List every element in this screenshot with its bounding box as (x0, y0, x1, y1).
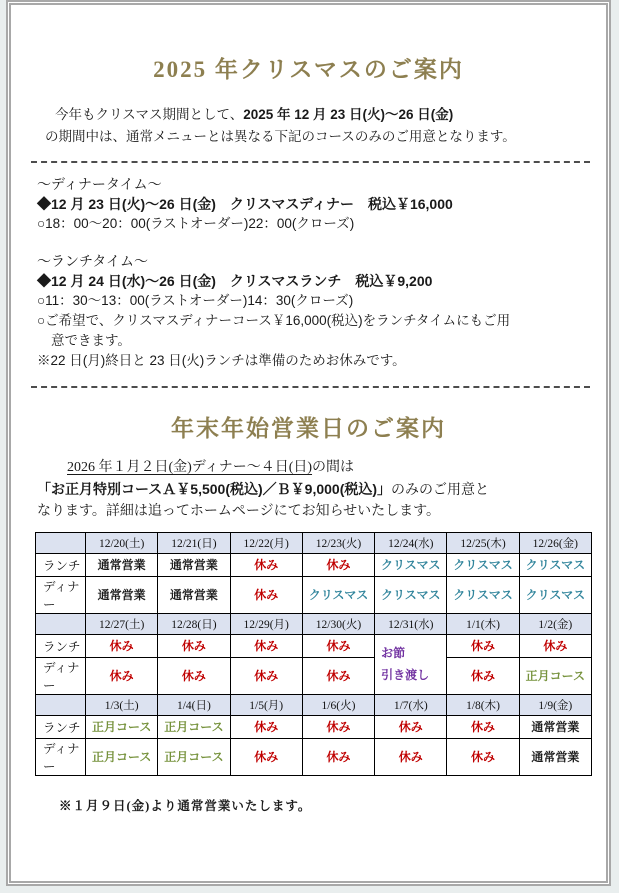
schedule-cell: 休み (447, 657, 519, 694)
dashed-divider-top (31, 161, 590, 163)
schedule-cell: 休み (158, 634, 230, 657)
intro-text: 今年もクリスマス期間として、 (55, 107, 244, 122)
schedule-date-cell: 12/21(日) (158, 532, 230, 553)
schedule-cell: 休み (375, 738, 447, 775)
christmas-intro-line1 (45, 104, 580, 126)
schedule-cell: 休み (86, 634, 158, 657)
schedule-cell: 休み (230, 576, 302, 613)
schedule-cell: 通常営業 (519, 715, 591, 738)
schedule-dinner-row (36, 576, 592, 613)
merged-cell-line: お節 (381, 646, 406, 660)
row-label-lunch: ランチ (36, 715, 86, 738)
schedule-date-cell: 1/5(月) (230, 694, 302, 715)
schedule-dinner-row (36, 657, 592, 694)
schedule-cell: 休み (302, 657, 374, 694)
schedule-cell: 休み (519, 634, 591, 657)
dinner-hours: ○18：00～20：00(ラストオーダー)22：00(クローズ) (37, 216, 355, 231)
schedule-cell: 通常営業 (86, 576, 158, 613)
schedule-cell: 正月コース (519, 657, 591, 694)
schedule-cell: 休み (302, 553, 374, 576)
schedule-cell: 休み (230, 738, 302, 775)
schedule-cell: クリスマス (302, 576, 374, 613)
schedule-cell: 休み (230, 657, 302, 694)
schedule-cell: 正月コース (86, 738, 158, 775)
schedule-date-cell: 1/6(火) (302, 694, 374, 715)
schedule-cell: 休み (302, 715, 374, 738)
newyear-intro-line2 (37, 479, 580, 502)
schedule-date-cell: 12/29(月) (230, 613, 302, 634)
row-label-dinner: ディナー (36, 576, 86, 613)
schedule-cell: 通常営業 (86, 553, 158, 576)
schedule-date-row (36, 613, 592, 634)
lunch-closed-note: ※22 日(月)終日と 23 日(火)ランチは準備のためお休みです。 (37, 353, 406, 368)
schedule-lunch-row (36, 715, 592, 738)
lunch-detail: ◆12 月 24 日(水)～26 日(金) クリスマスランチ 税込￥9,200 (37, 273, 433, 289)
schedule-date-cell: 1/8(木) (447, 694, 519, 715)
schedule-cell: クリスマス (447, 553, 519, 576)
schedule-date-cell: 1/1(木) (447, 613, 519, 634)
row-label-lunch: ランチ (36, 553, 86, 576)
row-label-dinner: ディナー (36, 738, 86, 775)
newyear-footnote: ※１月９日(金)より通常営業いたします。 (59, 798, 312, 813)
schedule-date-cell: 12/24(水) (375, 532, 447, 553)
schedule-cell: 正月コース (158, 738, 230, 775)
newyear-intro-line3: なります。詳細は追ってホームページにてお知らせいたします。 (37, 504, 441, 519)
schedule-date-cell: 12/23(火) (302, 532, 374, 553)
schedule-lunch-row (36, 553, 592, 576)
schedule-corner-cell (36, 613, 86, 634)
intro-tail: の間は (312, 460, 355, 475)
schedule-cell: 休み (447, 738, 519, 775)
schedule-cell: クリスマス (519, 576, 591, 613)
schedule-cell: 休み (447, 634, 519, 657)
christmas-period-dates: 2025 年 12 月 23 日(火)～26 日(金) (243, 107, 454, 122)
schedule-date-cell: 12/26(金) (519, 532, 591, 553)
dinner-detail: ◆12 月 23 日(火)～26 日(金) クリスマスディナー 税込￥16,000 (37, 196, 453, 212)
newyear-course-prices: 「お正月特別コースＡ￥5,500(税込)／Ｂ￥9,000(税込)」 (37, 480, 392, 497)
lunch-note-line1: ○ご希望で、クリスマスディナーコース￥16,000(税込)をランチタイムにもご用 (37, 313, 511, 328)
schedule-cell: 休み (230, 553, 302, 576)
schedule-date-cell: 12/25(木) (447, 532, 519, 553)
schedule-date-row (36, 694, 592, 715)
schedule-date-cell: 12/20(土) (86, 532, 158, 553)
document-page (6, 0, 611, 886)
schedule-date-cell: 12/30(火) (302, 613, 374, 634)
schedule-cell: 正月コース (158, 715, 230, 738)
schedule-table-body (36, 532, 592, 775)
row-label-lunch: ランチ (36, 634, 86, 657)
christmas-title: 2025 年クリスマスのご案内 (153, 57, 464, 82)
schedule-date-cell: 1/9(金) (519, 694, 591, 715)
schedule-cell: 休み (230, 634, 302, 657)
dinner-heading: ～ディナータイム～ (37, 176, 162, 192)
newyear-intro (37, 457, 580, 523)
schedule-date-cell: 1/2(金) (519, 613, 591, 634)
schedule-cell: 休み (375, 715, 447, 738)
schedule-table (35, 532, 592, 776)
schedule-cell: 休み (447, 715, 519, 738)
schedule-cell: 休み (302, 738, 374, 775)
schedule-date-cell: 12/27(土) (86, 613, 158, 634)
schedule-date-row (36, 532, 592, 553)
schedule-date-cell: 1/4(日) (158, 694, 230, 715)
newyear-period-dates: 2026 年１月２日(金)ディナー～４日(日) (67, 460, 313, 475)
schedule-cell: クリスマス (375, 576, 447, 613)
schedule-corner-cell (36, 694, 86, 715)
schedule-cell: 休み (230, 715, 302, 738)
schedule-cell: 休み (86, 657, 158, 694)
newyear-intro-line1 (37, 457, 580, 479)
schedule-cell: 通常営業 (158, 553, 230, 576)
christmas-intro (45, 104, 580, 148)
schedule-cell: 通常営業 (158, 576, 230, 613)
schedule-cell: 休み (302, 634, 374, 657)
schedule-lunch-row (36, 634, 592, 657)
schedule-cell: クリスマス (447, 576, 519, 613)
schedule-date-cell: 12/28(日) (158, 613, 230, 634)
dashed-divider-bottom (31, 386, 590, 388)
lunch-section (37, 251, 580, 371)
schedule-cell: クリスマス (375, 553, 447, 576)
schedule-cell-merged (375, 634, 447, 694)
schedule-date-cell: 1/7(水) (375, 694, 447, 715)
schedule-corner-cell (36, 532, 86, 553)
dinner-section (37, 174, 580, 234)
newyear-title: 年末年始営業日のご案内 (171, 416, 446, 441)
schedule-cell: 通常営業 (519, 738, 591, 775)
schedule-cell: 休み (158, 657, 230, 694)
intro-rest: のみのご用意と (391, 482, 490, 498)
schedule-date-cell: 1/3(土) (86, 694, 158, 715)
schedule-date-cell: 12/22(月) (230, 532, 302, 553)
schedule-date-cell: 12/31(水) (375, 613, 447, 634)
lunch-hours: ○11：30～13：00(ラストオーダー)14：30(クローズ) (37, 293, 354, 308)
page-bottom-edge (0, 886, 619, 893)
schedule-cell: クリスマス (519, 553, 591, 576)
lunch-note-line2: 意できます。 (51, 333, 131, 348)
schedule-dinner-row (36, 738, 592, 775)
row-label-dinner: ディナー (36, 657, 86, 694)
lunch-heading: ～ランチタイム～ (37, 253, 149, 269)
merged-cell-line: 引き渡し (381, 668, 430, 682)
christmas-intro-line2: の期間中は、通常メニューとは異なる下記のコースのみのご用意となります。 (45, 129, 516, 144)
schedule-cell: 正月コース (86, 715, 158, 738)
